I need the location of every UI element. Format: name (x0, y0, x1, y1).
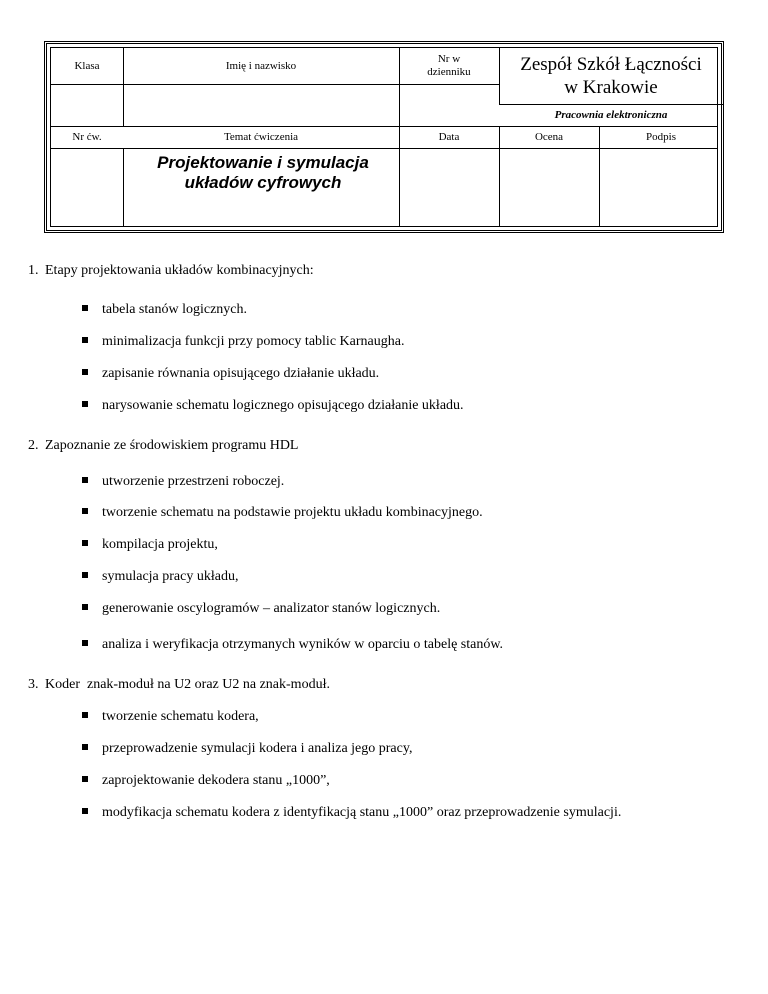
grade-label: Ocena (534, 130, 564, 143)
list-item (82, 569, 238, 585)
list-item-text: zapisanie równania opisującego działanie układu. (102, 366, 380, 381)
list-item-text: generowanie oscylogramów – analizator stanów logicznych. (102, 601, 441, 616)
square-bullet-icon (82, 808, 88, 814)
exercise-topic-line1: Projektowanie i symulacja (157, 153, 369, 172)
square-bullet-icon (82, 744, 88, 750)
square-bullet-icon (82, 337, 88, 343)
student-name-label: Imię i nazwisko (225, 59, 297, 72)
exercise-number-field[interactable] (51, 148, 123, 228)
list-item-text: przeprowadzenie symulacji kodera i analiza jego pracy, (102, 741, 413, 756)
square-bullet-icon (82, 477, 88, 483)
list-item-text: tworzenie schematu kodera, (102, 709, 259, 724)
list-item-text: narysowanie schematu logicznego opisującego działanie układu. (102, 398, 464, 413)
section-title-text: Zapoznanie ze środowiskiem programu HDL (45, 438, 299, 453)
list-item (82, 773, 330, 789)
signature-field[interactable] (599, 148, 723, 228)
exercise-header-form (44, 41, 724, 233)
school-name (499, 48, 723, 104)
class-field[interactable] (51, 84, 123, 126)
list-item-text: analiza i weryfikacja otrzymanych wyników w oparciu o tabelę stanów. (102, 637, 504, 652)
list-item (82, 741, 412, 757)
section-title (28, 677, 330, 693)
square-bullet-icon (82, 712, 88, 718)
list-item-text: modyfikacja schematu kodera z identyfikacją stanu „1000” oraz przeprowadzenie symulacji. (102, 805, 622, 820)
exercise-number-label: Nr ćw. (72, 130, 102, 143)
list-item (82, 709, 259, 725)
section-number: 3. (28, 677, 39, 692)
list-item-text: kompilacja projektu, (102, 537, 218, 552)
list-item-text: symulacja pracy układu, (102, 569, 239, 584)
section-title (28, 438, 298, 454)
list-item (82, 474, 284, 490)
school-name-line2: w Krakowie (564, 77, 658, 98)
list-item (82, 537, 218, 553)
list-item-text: tabela stanów logicznych. (102, 302, 248, 317)
square-bullet-icon (82, 508, 88, 514)
square-bullet-icon (82, 776, 88, 782)
lab-name: Pracownia elektroniczna (554, 109, 668, 121)
list-item (82, 505, 483, 521)
list-item (82, 601, 440, 617)
list-item (82, 334, 404, 350)
list-item-text: minimalizacja funkcji przy pomocy tablic Karnaugha. (102, 334, 405, 349)
journal-number-label-line1: Nr w (437, 53, 461, 65)
square-bullet-icon (82, 540, 88, 546)
square-bullet-icon (82, 572, 88, 578)
section-title-text: Koder znak-moduł na U2 oraz U2 na znak-moduł. (45, 677, 330, 692)
grade-field[interactable] (499, 148, 599, 228)
journal-number-field[interactable] (399, 84, 499, 126)
list-item-text: utworzenie przestrzeni roboczej. (102, 474, 285, 489)
date-label: Data (438, 130, 460, 143)
square-bullet-icon (82, 640, 88, 646)
list-item (82, 366, 379, 382)
exercise-topic-label: Temat ćwiczenia (223, 130, 299, 143)
section-number: 1. (28, 263, 39, 278)
square-bullet-icon (82, 604, 88, 610)
list-item (82, 398, 464, 414)
square-bullet-icon (82, 401, 88, 407)
section-title-text: Etapy projektowania układów kombinacyjnych: (45, 263, 314, 278)
list-item-text: tworzenie schematu na podstawie projektu układu kombinacyjnego. (102, 505, 483, 520)
student-name-field[interactable] (123, 84, 399, 126)
list-item (82, 637, 503, 653)
section-title (28, 263, 314, 279)
journal-number-label-line2: dzienniku (427, 66, 471, 78)
class-label: Klasa (74, 59, 100, 72)
square-bullet-icon (82, 305, 88, 311)
signature-label: Podpis (646, 130, 676, 143)
journal-number-label (399, 48, 499, 84)
list-item-text: zaprojektowanie dekodera stanu „1000”, (102, 773, 330, 788)
date-field[interactable] (399, 148, 499, 228)
exercise-topic (123, 148, 399, 198)
exercise-topic-line2: układów cyfrowych (184, 173, 342, 192)
section-number: 2. (28, 438, 39, 453)
school-name-line1: Zespół Szkół Łączności (520, 54, 702, 75)
list-item (82, 302, 247, 318)
form-grid (50, 47, 718, 227)
list-item (82, 805, 621, 821)
square-bullet-icon (82, 369, 88, 375)
